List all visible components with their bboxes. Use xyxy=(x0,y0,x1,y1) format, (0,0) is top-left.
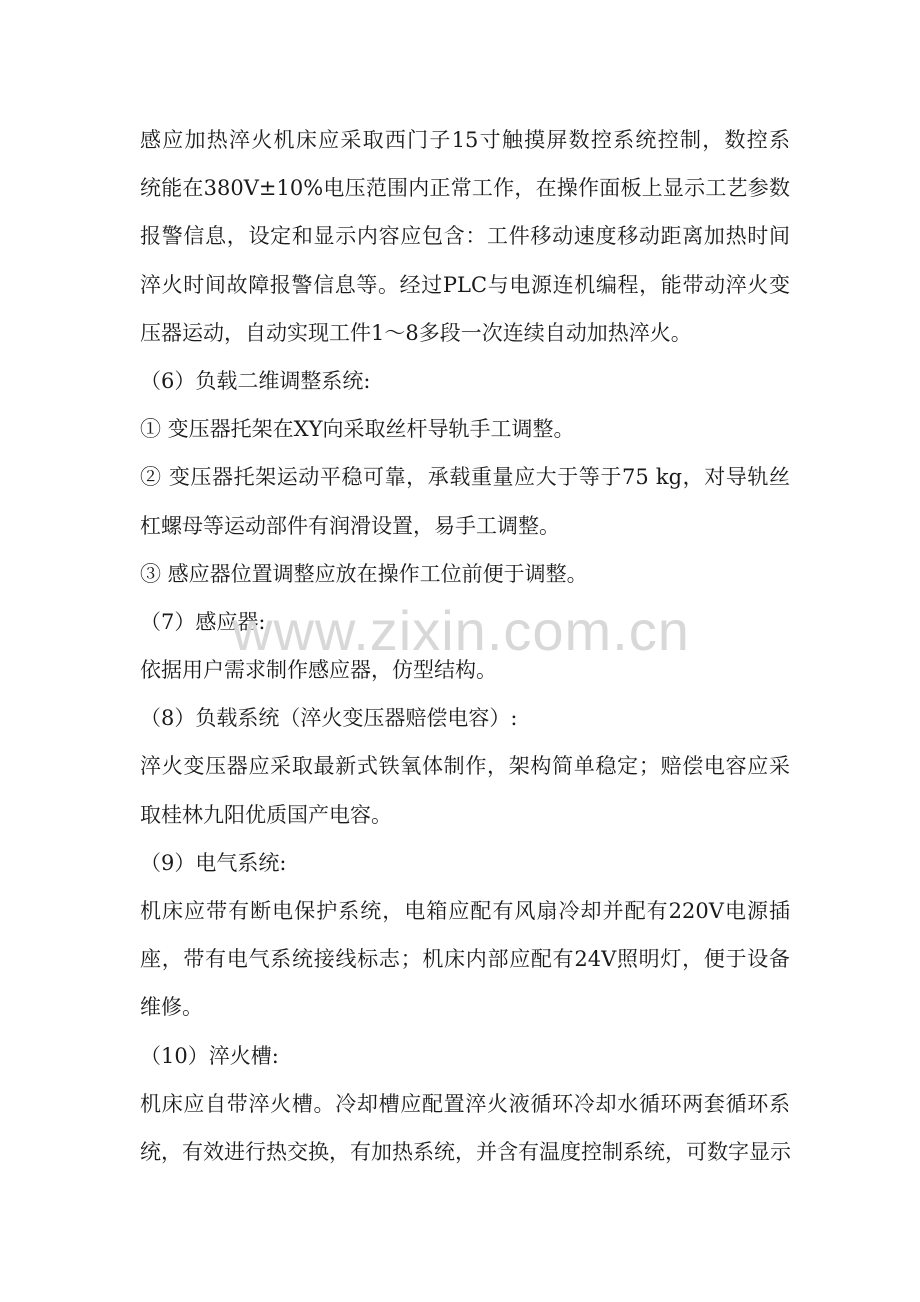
section-heading: （8）负载系统（淬火变压器赔偿电容）: xyxy=(140,706,518,731)
paragraph-line: 维修。 xyxy=(140,995,203,1020)
paragraph-line: 取桂林九阳优质国产电容。 xyxy=(140,802,392,827)
list-item: ① 变压器托架在XY向采取丝杆导轨手工调整。 xyxy=(140,417,575,442)
watermark: www.zixin.com.cn xyxy=(232,599,690,662)
paragraph-line: 机床应带有断电保护系统，电箱应配有风扇冷却并配有220V电源插 xyxy=(140,899,790,923)
paragraph-line: 压器运动，自动实现工件1～8多段一次连续自动加热淬火。 xyxy=(140,320,692,345)
paragraph-line: 淬火时间故障报警信息等。经过PLC与电源连机编程，能带动淬火变 xyxy=(140,272,790,297)
paragraph-line: 统能在380V±10%电压范围内正常工作，在操作面板上显示工艺参数 xyxy=(140,176,790,201)
paragraph-line: 统，有效进行热交换，有加热系统，并含有温度控制系统，可数字显示 xyxy=(140,1139,791,1164)
list-item: ② 变压器托架运动平稳可靠，承载重量应大于等于75 kg，对导轨丝 xyxy=(140,465,790,490)
paragraph-line: 报警信息，设定和显示内容应包含：工件移动速度移动距离加热时间 xyxy=(140,224,790,249)
paragraph-line: 机床应自带淬火槽。冷却槽应配置淬火液循环冷却水循环两套循环系 xyxy=(140,1091,790,1116)
section-heading: （7）感应器: xyxy=(140,609,266,634)
list-item-continuation: 杠螺母等运动部件有润滑设置，易手工调整。 xyxy=(140,513,560,538)
document-body xyxy=(140,116,790,1176)
section-heading: （10）淬火槽: xyxy=(140,1043,279,1068)
section-heading: （9）电气系统: xyxy=(140,850,287,875)
paragraph-line: 座，带有电气系统接线标志；机床内部应配有24V照明灯，便于设备 xyxy=(140,947,790,972)
section-heading: （6）负载二维调整系统: xyxy=(140,368,371,393)
paragraph-line: 依据用户需求制作感应器，仿型结构。 xyxy=(140,658,497,683)
paragraph-line: 感应加热淬火机床应采取西门子15寸触摸屏数控系统控制，数控系 xyxy=(140,128,790,152)
list-item: ③ 感应器位置调整应放在操作工位前便于调整。 xyxy=(140,561,588,586)
paragraph-line: 淬火变压器应采取最新式铁氧体制作，架构简单稳定；赔偿电容应采 xyxy=(140,754,790,779)
